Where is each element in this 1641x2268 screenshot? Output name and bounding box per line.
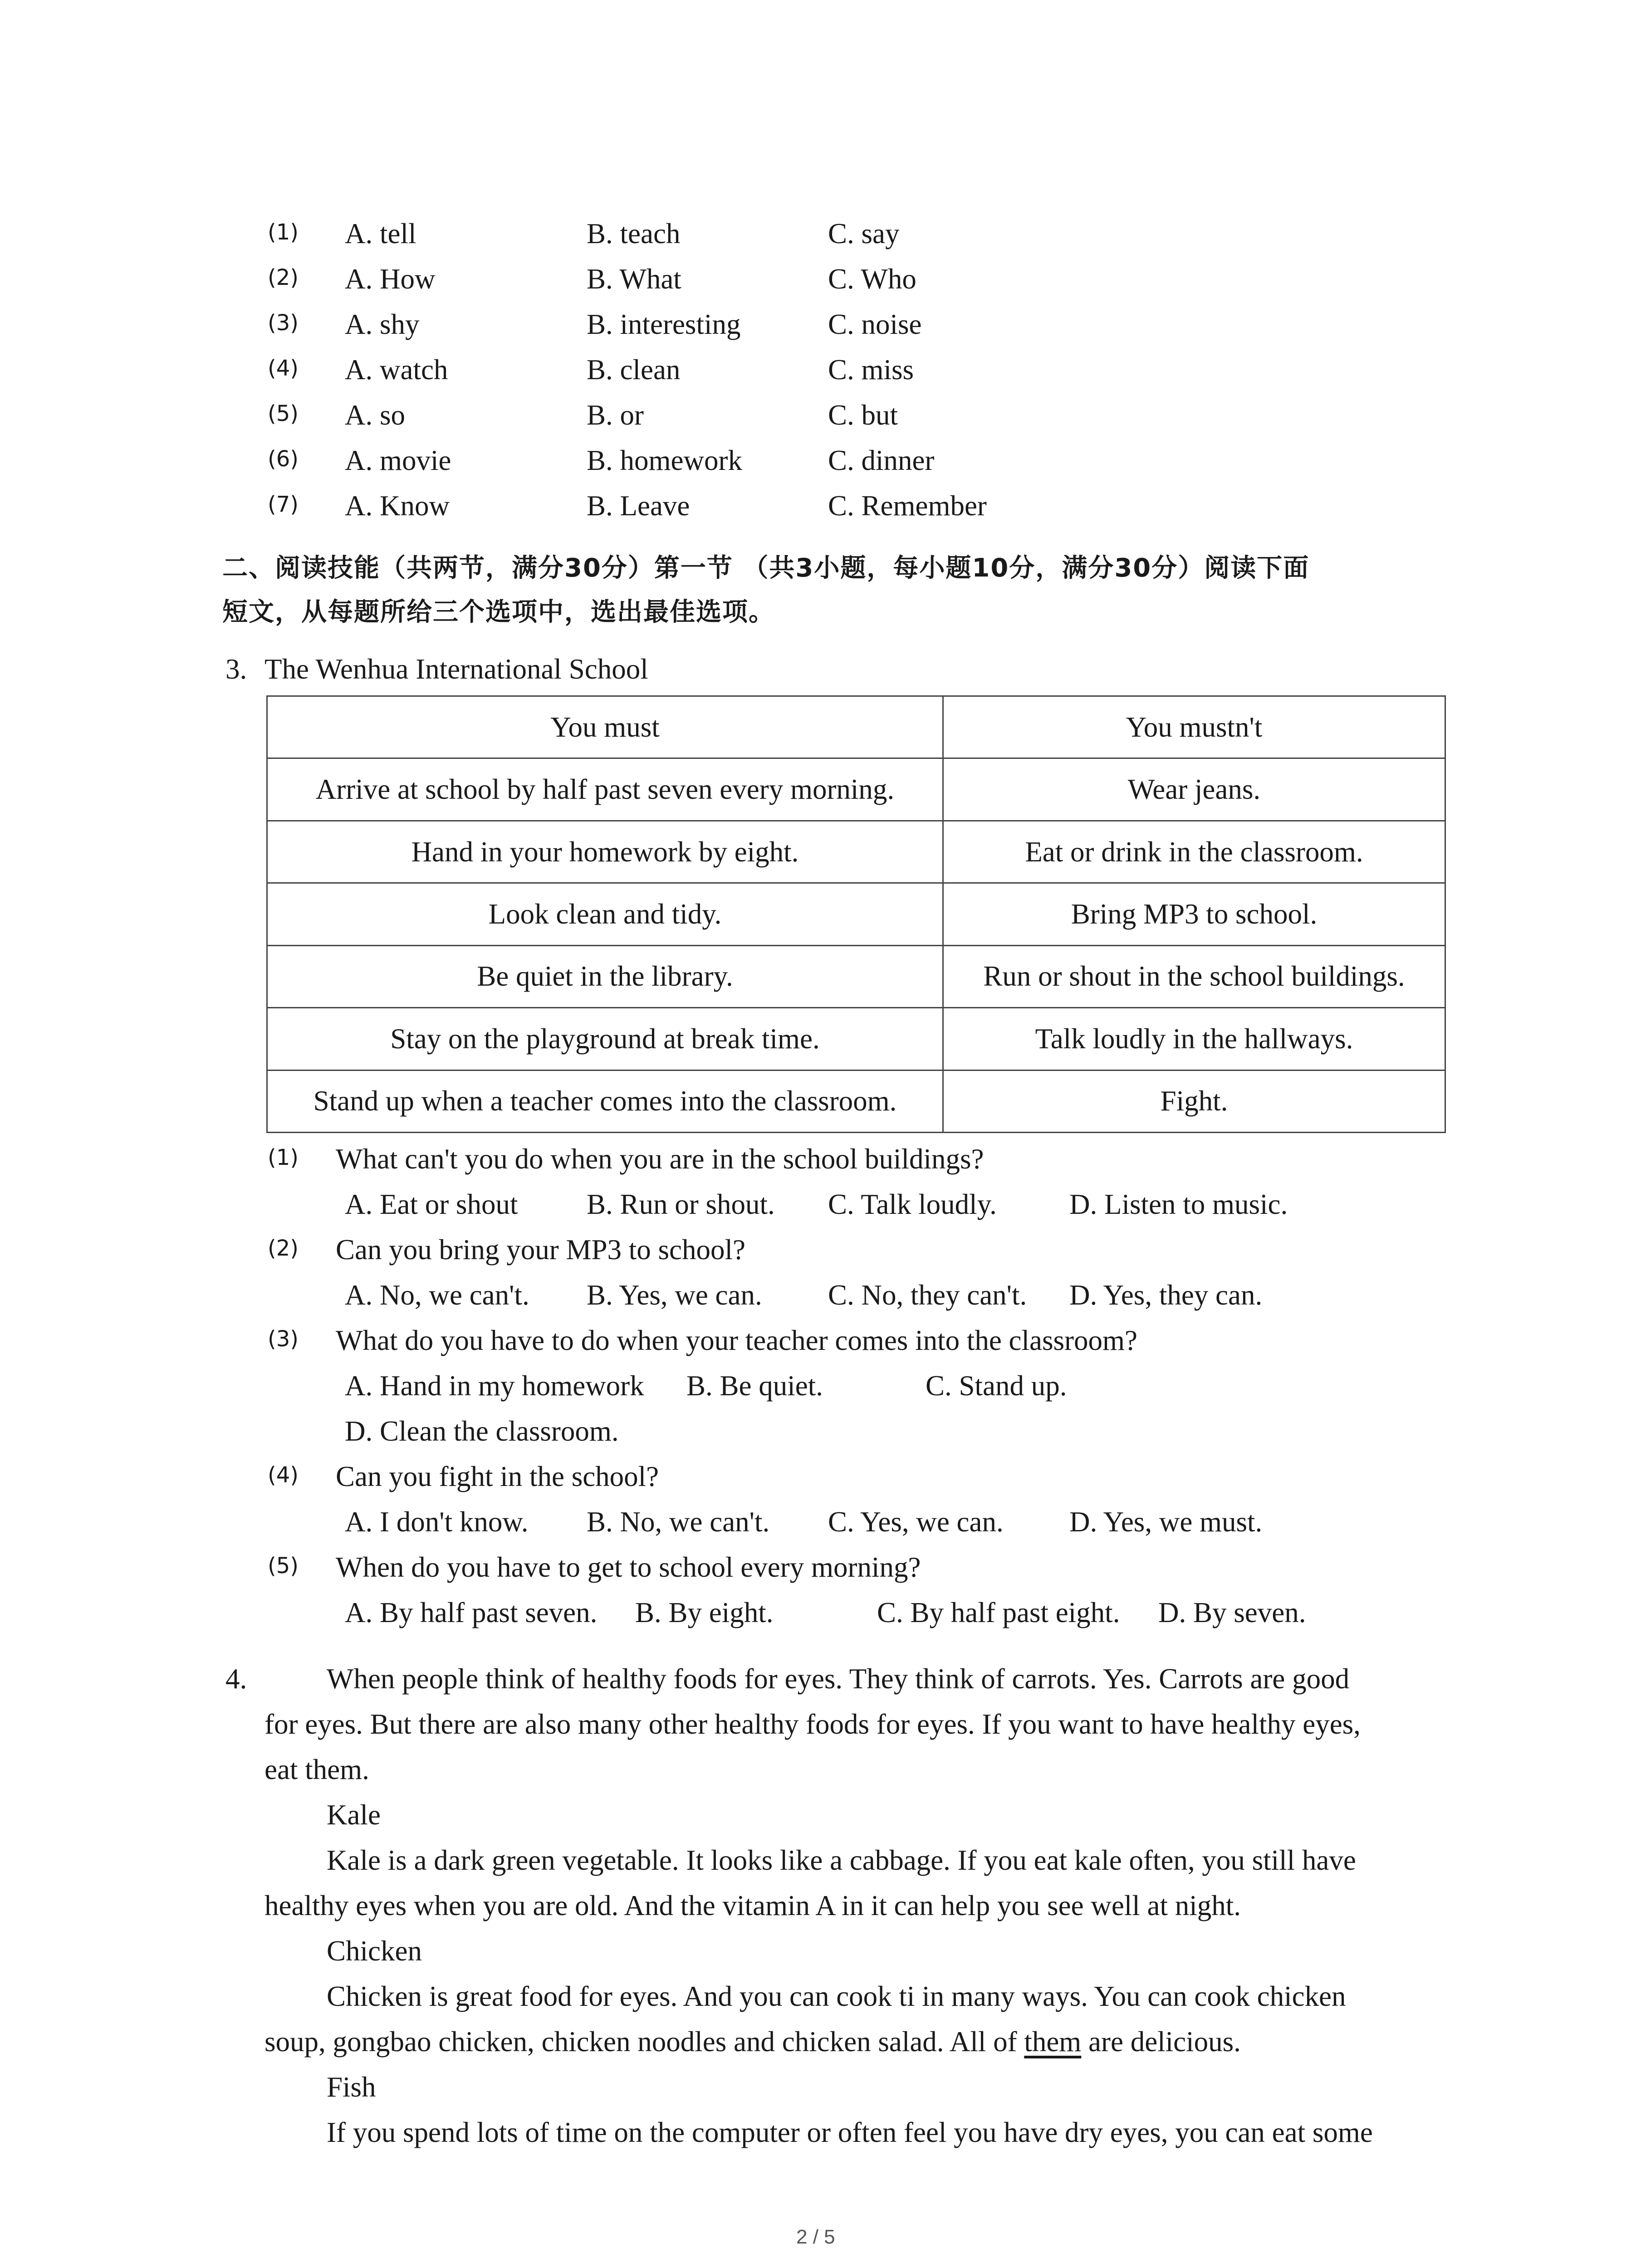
table-cell: Hand in your homework by eight. [267,821,943,883]
option-c: C. No, they can't. [828,1279,1027,1311]
option-c: C. Yes, we can. [828,1506,1004,1538]
option-d: D. Clean the classroom. [345,1415,619,1447]
item-number: (6) [268,446,299,472]
subheading-chicken: Chicken [327,1935,422,1967]
table-cell: Stand up when a teacher comes into the classroom. [267,1070,943,1132]
item-number: (3) [268,1326,299,1352]
option-c: C. noise [828,308,922,340]
option-d: D. Listen to music. [1069,1188,1288,1220]
passage-line: Chicken is great food for eyes. And you can cook ti in many ways. You can cook chicken [327,1980,1346,2012]
option-a: A. Know [345,490,450,522]
section-heading-line2: 短文，从每题所给三个选项中，选出最佳选项。 [222,597,775,627]
page-number: 2 / 5 [796,2226,835,2248]
table-row [267,1008,1445,1070]
option-a: A. watch [345,354,448,386]
question-number: 4. [225,1663,247,1695]
table-cell: Be quiet in the library. [267,945,943,1007]
section-heading-line1: 二、阅读技能（共两节，满分30分）第一节 （共3小题，每小题10分，满分30分）阅读下面 [222,553,1310,583]
item-number: (4) [268,1462,299,1488]
option-a: A. movie [345,445,451,476]
option-c: C. Stand up. [926,1370,1067,1402]
option-b: B. teach [587,218,681,249]
table-cell: Arrive at school by half past seven every morning. [267,758,943,821]
passage-line: When people think of healthy foods for eyes. They think of carrots. Yes. Carrots are good [327,1663,1350,1695]
table-cell: Eat or drink in the classroom. [943,821,1445,883]
option-a: A. tell [345,218,416,249]
option-d: D. By seven. [1158,1597,1306,1628]
passage-line [265,2028,1241,2056]
subheading-fish: Fish [327,2071,376,2103]
table-row [267,758,1445,821]
table-row [267,1070,1445,1132]
option-d: D. Yes, we must. [1069,1506,1263,1538]
table-cell: Fight. [943,1070,1445,1132]
option-b: B. clean [587,354,681,386]
option-c: C. miss [828,354,914,386]
question-text: Can you fight in the school? [336,1461,659,1492]
subheading-kale: Kale [327,1799,381,1831]
table-cell: Look clean and tidy. [267,883,943,945]
item-number: (1) [268,220,299,245]
column-header: You must [267,696,943,758]
option-c: C. Who [828,263,916,295]
option-b: B. What [587,263,681,295]
option-c: C. dinner [828,445,935,476]
underlined-word: them [1024,2026,1082,2058]
item-number: (5) [268,1553,299,1579]
table-cell: Talk loudly in the hallways. [943,1008,1445,1070]
option-b: B. homework [587,445,742,476]
option-a: A. I don't know. [345,1506,529,1538]
item-number: (2) [268,1236,299,1261]
passage-line: Kale is a dark green vegetable. It looks like a cabbage. If you eat kale often, you still have [327,1844,1356,1876]
column-header: You mustn't [943,696,1445,758]
item-number: (2) [268,265,299,290]
item-number: (7) [268,492,299,517]
option-b: B. or [587,399,644,431]
passage-line: healthy eyes when you are old. And the vitamin A in it can help you see well at night. [265,1890,1241,1921]
option-a: A. By half past seven. [345,1597,598,1628]
table-cell: Stay on the playground at break time. [267,1008,943,1070]
option-b: B. Leave [587,490,690,522]
option-c: C. Remember [828,490,987,522]
option-b: B. Yes, we can. [587,1279,762,1311]
option-a: A. Eat or shout [345,1188,518,1220]
item-number: (1) [268,1145,299,1170]
passage-line: for eyes. But there are also many other healthy foods for eyes. If you want to have healthy eyes, [265,1708,1361,1740]
table-header-row [267,696,1445,758]
option-c: C. say [828,218,900,249]
option-b: B. interesting [587,308,741,340]
option-a: A. so [345,399,406,431]
question-text: When do you have to get to school every morning? [336,1551,921,1583]
passage-line: eat them. [265,1754,369,1785]
option-c: C. By half past eight. [877,1597,1120,1628]
table-cell: Bring MP3 to school. [943,883,1445,945]
item-number: (5) [268,401,299,426]
option-a: A. How [345,263,436,295]
option-b: B. Run or shout. [587,1188,775,1220]
question-text: What do you have to do when your teacher comes into the classroom? [336,1325,1137,1356]
table-row [267,945,1445,1007]
table-cell: Run or shout in the school buildings. [943,945,1445,1007]
table-row [267,883,1445,945]
passage-text: soup, gongbao chicken, chicken noodles and chicken salad. All of [265,2026,1024,2058]
option-a: A. shy [345,308,420,340]
option-a: A. Hand in my homework [345,1370,644,1402]
passage-text: are delicious. [1081,2026,1241,2058]
school-rules-table [266,695,1446,1133]
passage-line: If you spend lots of time on the computer or often feel you have dry eyes, you can eat some [327,2116,1373,2148]
item-number: (3) [268,310,299,336]
question-number: 3. [225,653,247,685]
question-text: What can't you do when you are in the school buildings? [336,1143,984,1175]
table-cell: Wear jeans. [943,758,1445,821]
item-number: (4) [268,356,299,381]
table-row [267,821,1445,883]
option-a: A. No, we can't. [345,1279,529,1311]
option-b: B. By eight. [635,1597,774,1628]
question-text: Can you bring your MP3 to school? [336,1234,745,1266]
option-c: C. Talk loudly. [828,1188,997,1220]
passage-title: The Wenhua International School [265,653,648,685]
option-b: B. No, we can't. [587,1506,770,1538]
option-c: C. but [828,399,898,431]
option-b: B. Be quiet. [686,1370,823,1402]
option-d: D. Yes, they can. [1069,1279,1263,1311]
